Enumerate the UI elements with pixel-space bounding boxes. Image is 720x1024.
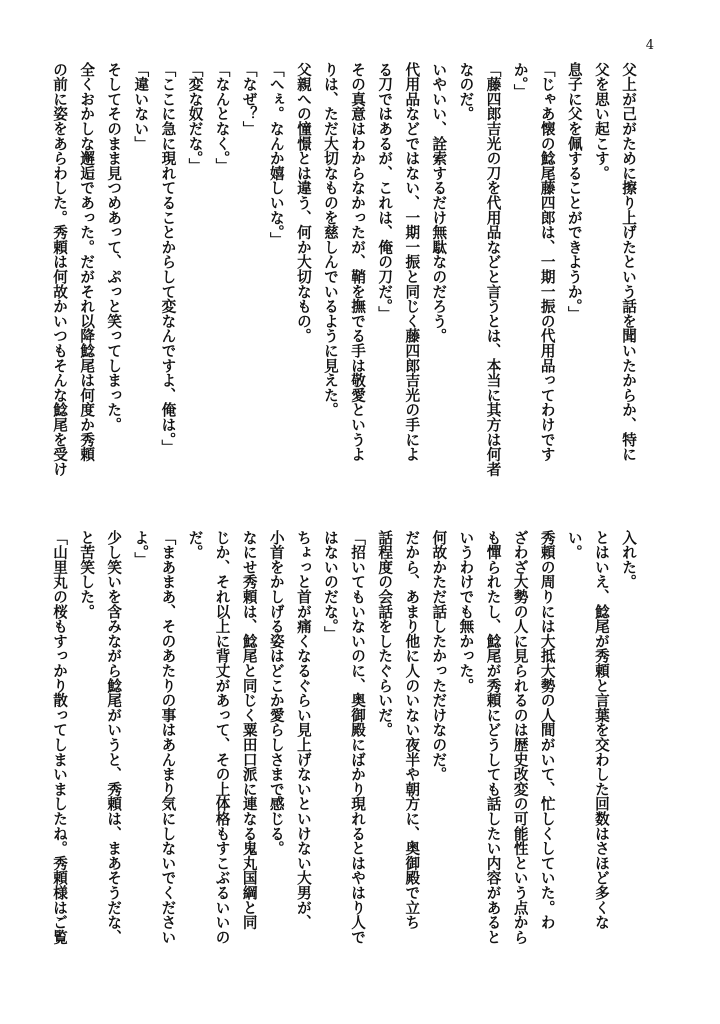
- text-line: 「まあまあ、そのあたりの事はあんまり気にしないでください: [159, 530, 177, 945]
- text-line: 「藤四郎吉光の刀を代用品などと言うとは、本当に其方は何者: [484, 62, 502, 477]
- text-line: 「山里丸の桜もすっかり散ってしまいましたね。秀頼様はご覧: [51, 530, 69, 945]
- text-line: りは、ただ大切なものを慈しんでいるように見えた。: [321, 62, 339, 418]
- text-line: 少し笑いを含みながら鯰尾がいうと、秀頼は、まあそうだな、: [105, 530, 123, 945]
- text-line: 父親への憧憬とは違う、何か大切なもの。: [294, 62, 312, 344]
- text-line: も憚られたし、鯰尾が秀頼にどうしても話したい内容があると: [484, 530, 502, 945]
- text-line: その真意はわからなかったが、鞘を撫でる手は敬愛というよ: [349, 62, 367, 462]
- text-line: ざわざ大勢の人に見られるのは歴史改変の可能性という点から: [511, 530, 529, 945]
- text-line: 「違いない」: [132, 62, 150, 151]
- text-line: 秀頼の周りには大抵大勢の人間がいて、忙しくしていた。わ: [538, 530, 556, 930]
- text-line: 「変な奴だな。」: [186, 62, 204, 174]
- text-line: 話程度の会話をしたぐらいだ。: [376, 530, 394, 738]
- text-line: る刀ではあるが、これは、俺の刀だ。」: [376, 62, 394, 322]
- text-line: だ。: [186, 530, 204, 560]
- text-line: 「なぜ？」: [240, 62, 258, 136]
- text-line: か。」: [511, 62, 529, 100]
- text-line: とはいえ、鯰尾が秀頼と言葉を交わした回数はさほど多くな: [592, 530, 610, 930]
- text-line: 全くおかしな邂逅であった。だがそれ以降鯰尾は何度か秀頼: [78, 62, 96, 462]
- text-line: はないのだな。」: [321, 530, 339, 642]
- lower-text-block: [51, 530, 642, 978]
- text-line: と苦笑した。: [78, 530, 96, 619]
- page-number: 4: [645, 38, 654, 53]
- text-line: 「招いてもいないのに、奥御殿にばかり現れるとはやはり人で: [349, 530, 367, 945]
- text-line: じか、それ以上に背丈があって、その上体格もすこぶるいいの: [213, 530, 231, 945]
- text-line: なのだ。: [457, 62, 475, 122]
- text-line: 入れた。: [620, 530, 637, 590]
- text-line: 「へぇ。なんか嬉しいな。」: [267, 62, 285, 248]
- text-line: 父を思い起こす。: [592, 62, 610, 181]
- upper-text-block: [51, 62, 642, 510]
- text-line: い。: [565, 530, 583, 560]
- text-line: 「じゃあ懐の鯰尾藤四郎は、一期一振の代用品ってわけです: [538, 62, 556, 462]
- text-line: なにせ秀頼は、鯰尾と同じく粟田口派に連なる鬼丸国綱と同: [240, 530, 258, 930]
- text-line: 「ここに急に現れてることからして変なんですよ、俺は。」: [159, 62, 177, 455]
- text-line: 息子に父を佩することができようか。」: [565, 62, 583, 322]
- text-line: ちょっと首が痛くなるぐらい見上げないといけない大男が、: [294, 530, 312, 930]
- text-line: いやいい、詮索するだけ無駄なのだろう。: [430, 62, 448, 344]
- text-line: だから、あまり他に人のいない夜半や朝方に、奥御殿で立ち: [403, 530, 421, 930]
- text-line: よ。」: [132, 530, 150, 568]
- text-line: 何故かただ話したかっただけなのだ。: [430, 530, 448, 782]
- text-line: 代用品などではない、一期一振と同じく藤四郎吉光の手によ: [403, 62, 421, 462]
- text-line: 「なんとなく。」: [213, 62, 231, 174]
- text-line: の前に姿をあらわした。秀頼は何故かいつもそんな鯰尾を受け: [51, 62, 69, 477]
- text-line: 父上が己がために擦り上げたという話を聞いたからか、特に: [620, 62, 637, 462]
- text-line: いうわけでも無かった。: [457, 530, 475, 693]
- text-line: 小首をかしげる姿はどこか愛らしさまで感じる。: [267, 530, 285, 856]
- text-line: そしてそのまま見つめあって、ぷっと笑ってしまった。: [105, 62, 123, 432]
